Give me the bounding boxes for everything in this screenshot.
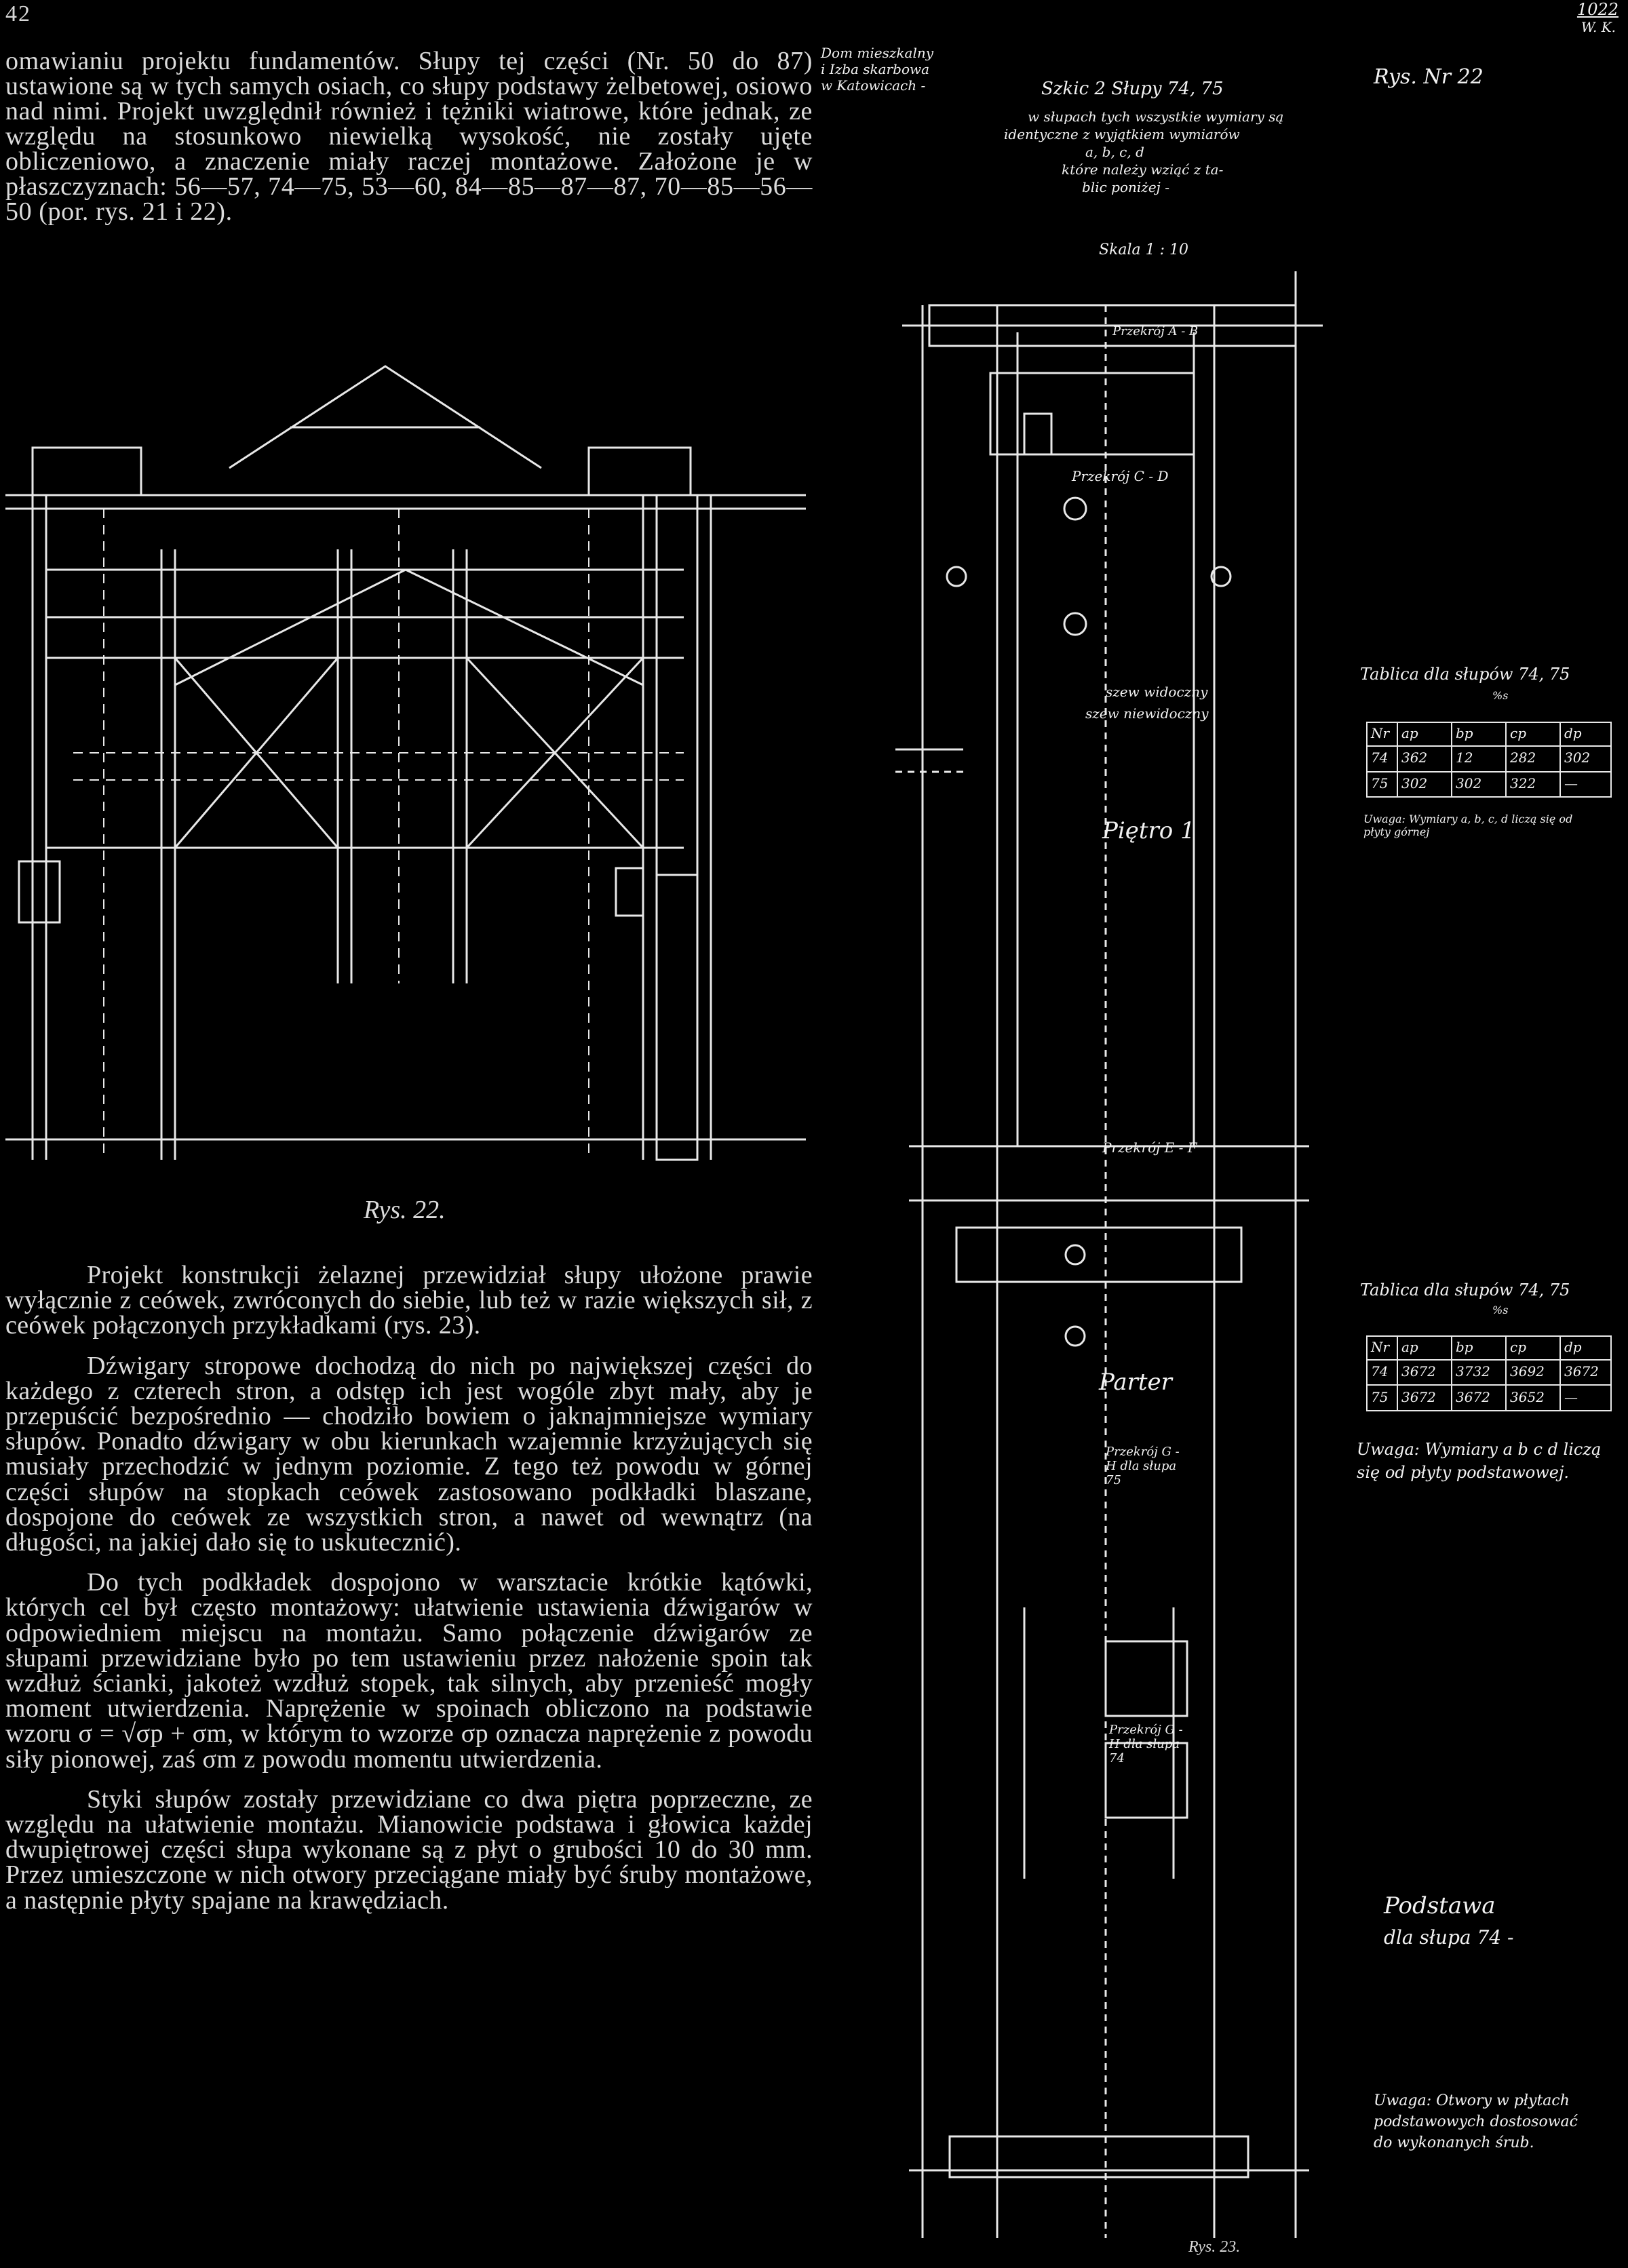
bottom-note-line: podstawowych dostosować [1374,2113,1578,2130]
legend-visible-weld: szew widoczny [1106,684,1208,700]
table-header-cell: bp [1456,1339,1473,1355]
body-paragraph: Do tych podkładek dospojono w warsztacie krótkie kątówki, których cel był często montażowy: ułatwienie ustawienia dźwigarów w odpowiedniem miejscu na montażu. Samo połączenie dźwigarów ze słupami przewidziane było po tem ustawieniu przez nałożenie spoin tak wzdłuż ścianki, jakoteż wzdłuż stopek, tak silnych, aby przenieść mogły moment utwierdzenia. Naprężenie w spoinach obliczono na podstawie wzoru σ = √σp + σm, w którym to wzorze σp oznacza naprężenie z powodu siły pionowej, zaś σm z powodu momentu utwierdzenia. [5,1568,813,1774]
note-line: a, b, c, d [1085,144,1144,160]
section-label-ab: Przekrój A - B [1112,324,1199,338]
table-header-cell: Nr [1371,1339,1390,1355]
table-cell: 3652 [1510,1389,1545,1405]
table-2-unit: %s [1492,1304,1509,1316]
table-cell: 362 [1401,749,1428,766]
table-header-cell: ap [1401,1339,1418,1355]
bottom-note-line: do wykonanych śrub. [1374,2134,1534,2151]
corner-mark-top: 1022 [1576,0,1619,19]
note-line: w słupach tych wszystkie wymiary są [1028,109,1284,125]
table-cell: 302 [1564,749,1591,766]
table-cell: 3732 [1456,1363,1490,1380]
table-cell: 282 [1510,749,1536,766]
table-header-cell: Nr [1371,725,1390,741]
table-cell: — [1564,1389,1578,1405]
table-cell: 3692 [1510,1363,1545,1380]
section-label-gh-74: Przekrój G - H dla słupa 74 [1109,1723,1183,1765]
page-number: 42 [5,1,31,26]
table-2-title: Tablica dla słupów 74, 75 [1360,1280,1570,1299]
legend-hidden-weld: szew niewidoczny [1085,705,1209,722]
section-label-ef: Przekrój E - F [1102,1139,1197,1156]
table-1-note: Uwaga: Wymiary a, b, c, d liczą się od płyty górnej [1363,813,1573,838]
table-cell: 74 [1371,749,1389,766]
corner-mark-bottom: W. K. [1581,19,1616,35]
scale-label: Skala 1 : 10 [1099,241,1189,258]
table-cell: 3672 [1564,1363,1599,1380]
table-1-unit: %s [1492,689,1509,702]
table-cell: 3672 [1401,1389,1436,1405]
table-cell: 302 [1401,775,1428,791]
table-cell: 302 [1456,775,1482,791]
table-cell: 3672 [1456,1389,1490,1405]
drawing-title: Szkic 2 Słupy 74, 75 [1041,79,1224,99]
table-cell: 74 [1371,1363,1389,1380]
body-paragraph: Dźwigary stropowe dochodzą do nich po największej części do każdego z czterech stron, a odstęp ich jest wogóle zbyt mały, aby je przepuścić bezpośrednio — chodziło bowiem o jaknajmniejsze wymiary słupów. Ponadto dźwigary w obu kierunkach wzajemnie krzyżujących się musiały przechodzić w jednym poziomie. Z tego też powodu w górnej części słupów na stopkach ceówek zastosowano podkładki blaszane, dospojone do ceówek ze wszystkich stron, a nawet od wewnątrz (na długości, na jakiej dało się to uskutecznić). [5,1351,813,1557]
figure-number-label: Rys. Nr 22 [1374,65,1484,89]
title-block-line: Dom mieszkalny [821,45,934,61]
note-line: blic poniżej - [1082,179,1169,195]
section-label-cd: Przekrój C - D [1072,468,1169,484]
table-cell: 3672 [1401,1363,1436,1380]
podstawa-label: Podstawa [1384,1892,1496,1919]
figure-22-drawing [5,346,813,1180]
body-paragraph: Styki słupów zostały przewidziane co dwa piętra poprzeczne, ze względu na ułatwienie montażu. Mianowicie podstawa i głowica każdej dwupiętrowej części słupa wykonane są z płyt o grubości 10 do 30 mm. Przez umieszczone w nich otwory przeciągane miały być śruby montażowe, a następnie płyty spajane na krawędziach. [5,1784,813,1915]
table-cell: 322 [1510,775,1536,791]
table-header-cell: dp [1564,725,1582,741]
table-cell: 75 [1371,1389,1389,1405]
table-cell: — [1564,775,1578,791]
table-2-note: Uwaga: Wymiary a b c d liczą się od płyty podstawowej. [1357,1440,1602,1482]
body-paragraph: Projekt konstrukcji żelaznej przewidział słupy ułożone prawie wyłącznie z ceówek, zwróconych do siebie, lub też w razie większych sił, z ceówek połączonych przykładkami (rys. 23). [5,1261,813,1340]
table-1-title: Tablica dla słupów 74, 75 [1360,665,1570,684]
intro-text: omawianiu projektu fundamentów. Słupy tej części (Nr. 50 do 87) ustawione są w tych samych osiach, co słupy podstawy żelbetowej, osiowo nad nimi. Projekt uwzględnił również i tężniki wiatrowe, które jednak, ze względu na stosunkowo niewielką wysokość, nie zostały ujęte obliczeniowo, a znaczenie miały raczej montażowe. Założone je w płaszczyznach: 56—57, 74—75, 53—60, 84—85—87—87, 70—85—56—50 (por. rys. 21 i 22). [5,47,813,226]
title-block-line: i Izba skarbowa [821,61,930,77]
table-header-cell: bp [1456,725,1473,741]
section-label-gh-75: Przekrój G - H dla słupa 75 [1106,1445,1180,1487]
table-cell: 75 [1371,775,1389,791]
floor-label-1: Piętro 1 [1102,817,1195,844]
floor-label-ground: Parter [1099,1369,1172,1396]
table-header-cell: cp [1510,725,1527,741]
table-header-cell: ap [1401,725,1418,741]
figure-23-caption: Rys. 23. [1188,2238,1241,2256]
bottom-note-line: Uwaga: Otwory w płytach [1374,2092,1570,2109]
intro-paragraph [5,49,813,224]
figure-22-caption: Rys. 22. [364,1196,446,1224]
table-header-cell: dp [1564,1339,1582,1355]
table-header-cell: cp [1510,1339,1527,1355]
body-text [5,1263,813,1928]
podstawa-sublabel: dla słupa 74 - [1384,1926,1514,1949]
note-line: które należy wziąć z ta- [1062,161,1224,178]
table-cell: 12 [1456,749,1473,766]
title-block-line: w Katowicach - [821,77,926,94]
note-line: identyczne z wyjątkiem wymiarów [1004,126,1240,142]
